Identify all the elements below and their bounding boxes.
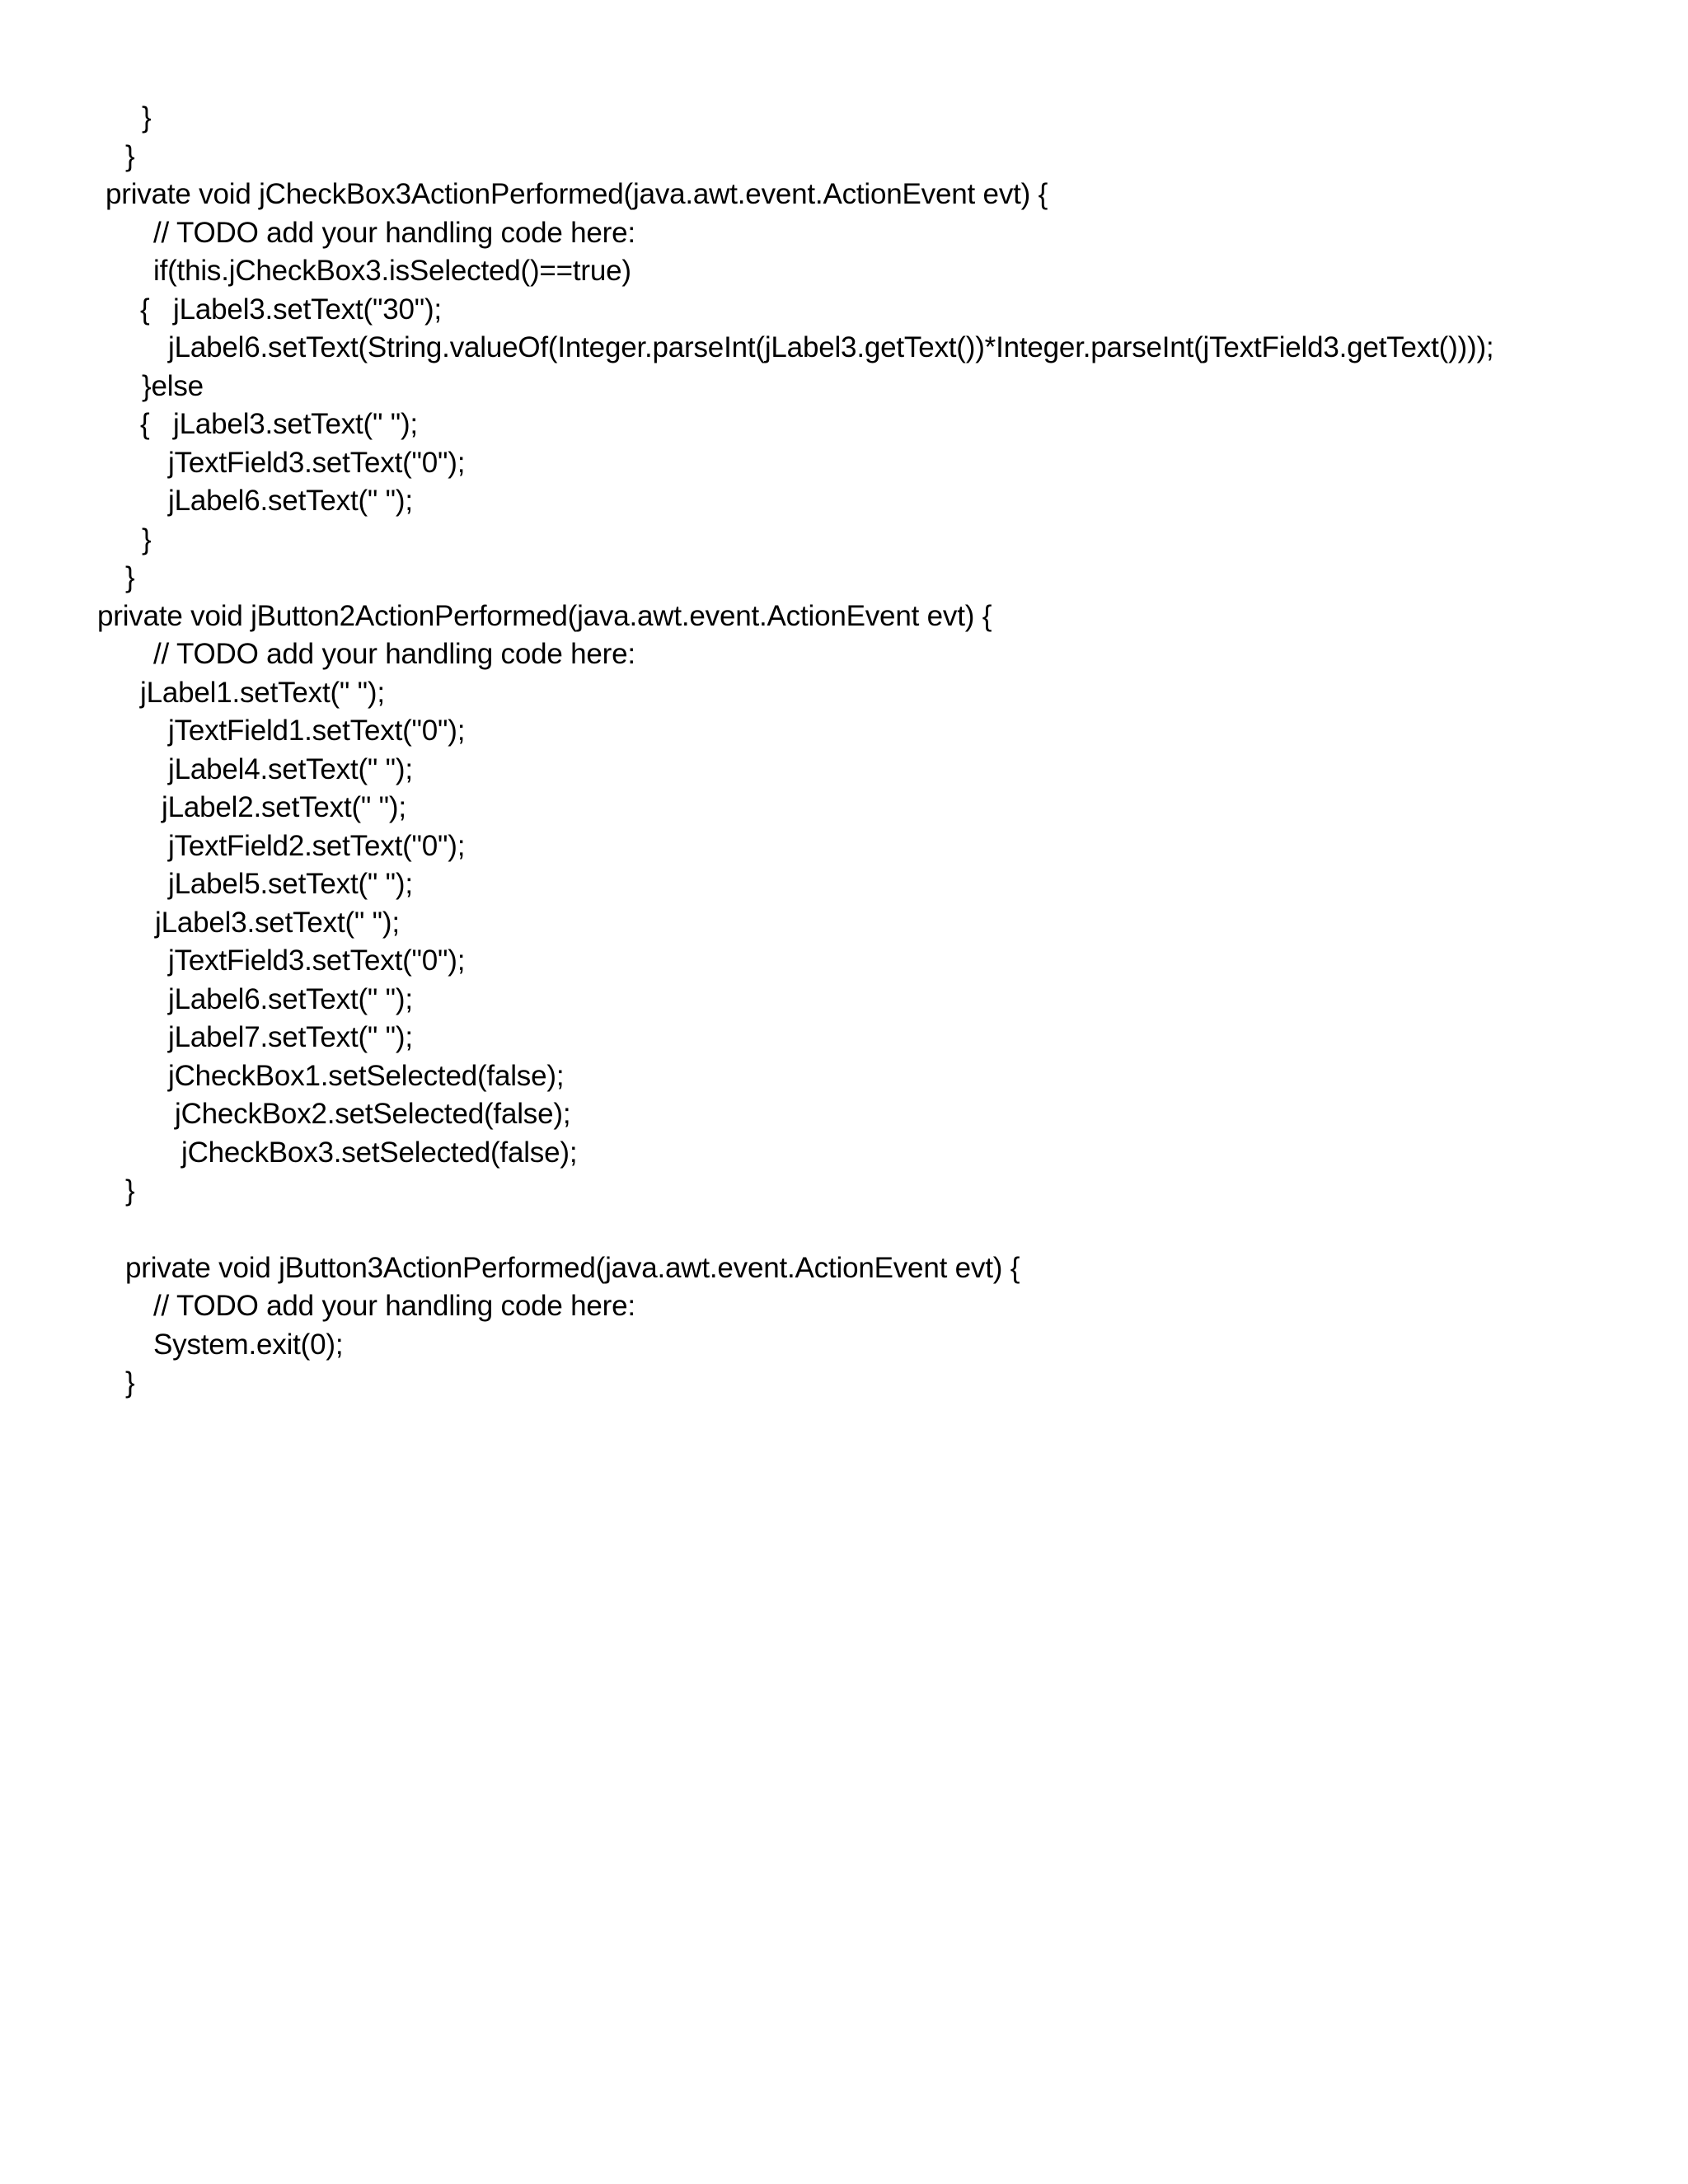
code-line: }: [125, 140, 135, 172]
code-line: jLabel4.setText(" ");: [168, 753, 413, 785]
code-line: jLabel3.setText(" ");: [155, 907, 400, 939]
code-line: jLabel2.setText(" ");: [162, 791, 406, 823]
code-line: { jLabel3.setText(" ");: [140, 408, 418, 440]
code-line: private void jButton2ActionPerformed(java.awt.event.ActionEvent evt) {: [97, 600, 992, 632]
code-line: { jLabel3.setText("30");: [140, 293, 442, 326]
code-line: }: [142, 101, 152, 134]
code-line: jLabel6.setText(" ");: [168, 983, 413, 1015]
code-line: jLabel1.setText(" ");: [140, 677, 385, 709]
code-line: jTextField3.setText("0");: [168, 447, 466, 479]
code-line: }: [142, 523, 152, 555]
code-line: jCheckBox3.setSelected(false);: [181, 1137, 578, 1169]
code-line: if(this.jCheckBox3.isSelected()==true): [153, 255, 631, 287]
code-line: // TODO add your handling code here:: [153, 638, 635, 670]
code-line: }: [125, 561, 135, 593]
code-line: jLabel7.setText(" ");: [168, 1021, 413, 1053]
code-line: jLabel5.setText(" ");: [168, 868, 413, 900]
code-line: }: [125, 1366, 135, 1399]
code-line: // TODO add your handling code here:: [153, 1290, 635, 1322]
code-line: private void jCheckBox3ActionPerformed(java.awt.event.ActionEvent evt) {: [106, 178, 1048, 210]
code-line: }else: [142, 370, 204, 402]
code-line: System.exit(0);: [153, 1329, 344, 1361]
code-line: jLabel6.setText(String.valueOf(Integer.parseInt(jLabel3.getText())*Integer.parseInt(jTextField3.getText())));: [168, 331, 1494, 363]
code-line: jLabel6.setText(" ");: [168, 485, 413, 517]
code-line: }: [125, 1174, 135, 1207]
code-line: private void jButton3ActionPerformed(java.awt.event.ActionEvent evt) {: [125, 1252, 1020, 1284]
code-line: jTextField1.setText("0");: [168, 715, 466, 747]
code-line: // TODO add your handling code here:: [153, 217, 635, 249]
code-line: jCheckBox2.setSelected(false);: [175, 1098, 571, 1130]
code-line: jCheckBox1.setSelected(false);: [168, 1060, 565, 1092]
code-line: jTextField2.setText("0");: [168, 830, 466, 862]
code-line: jTextField3.setText("0");: [168, 944, 466, 977]
